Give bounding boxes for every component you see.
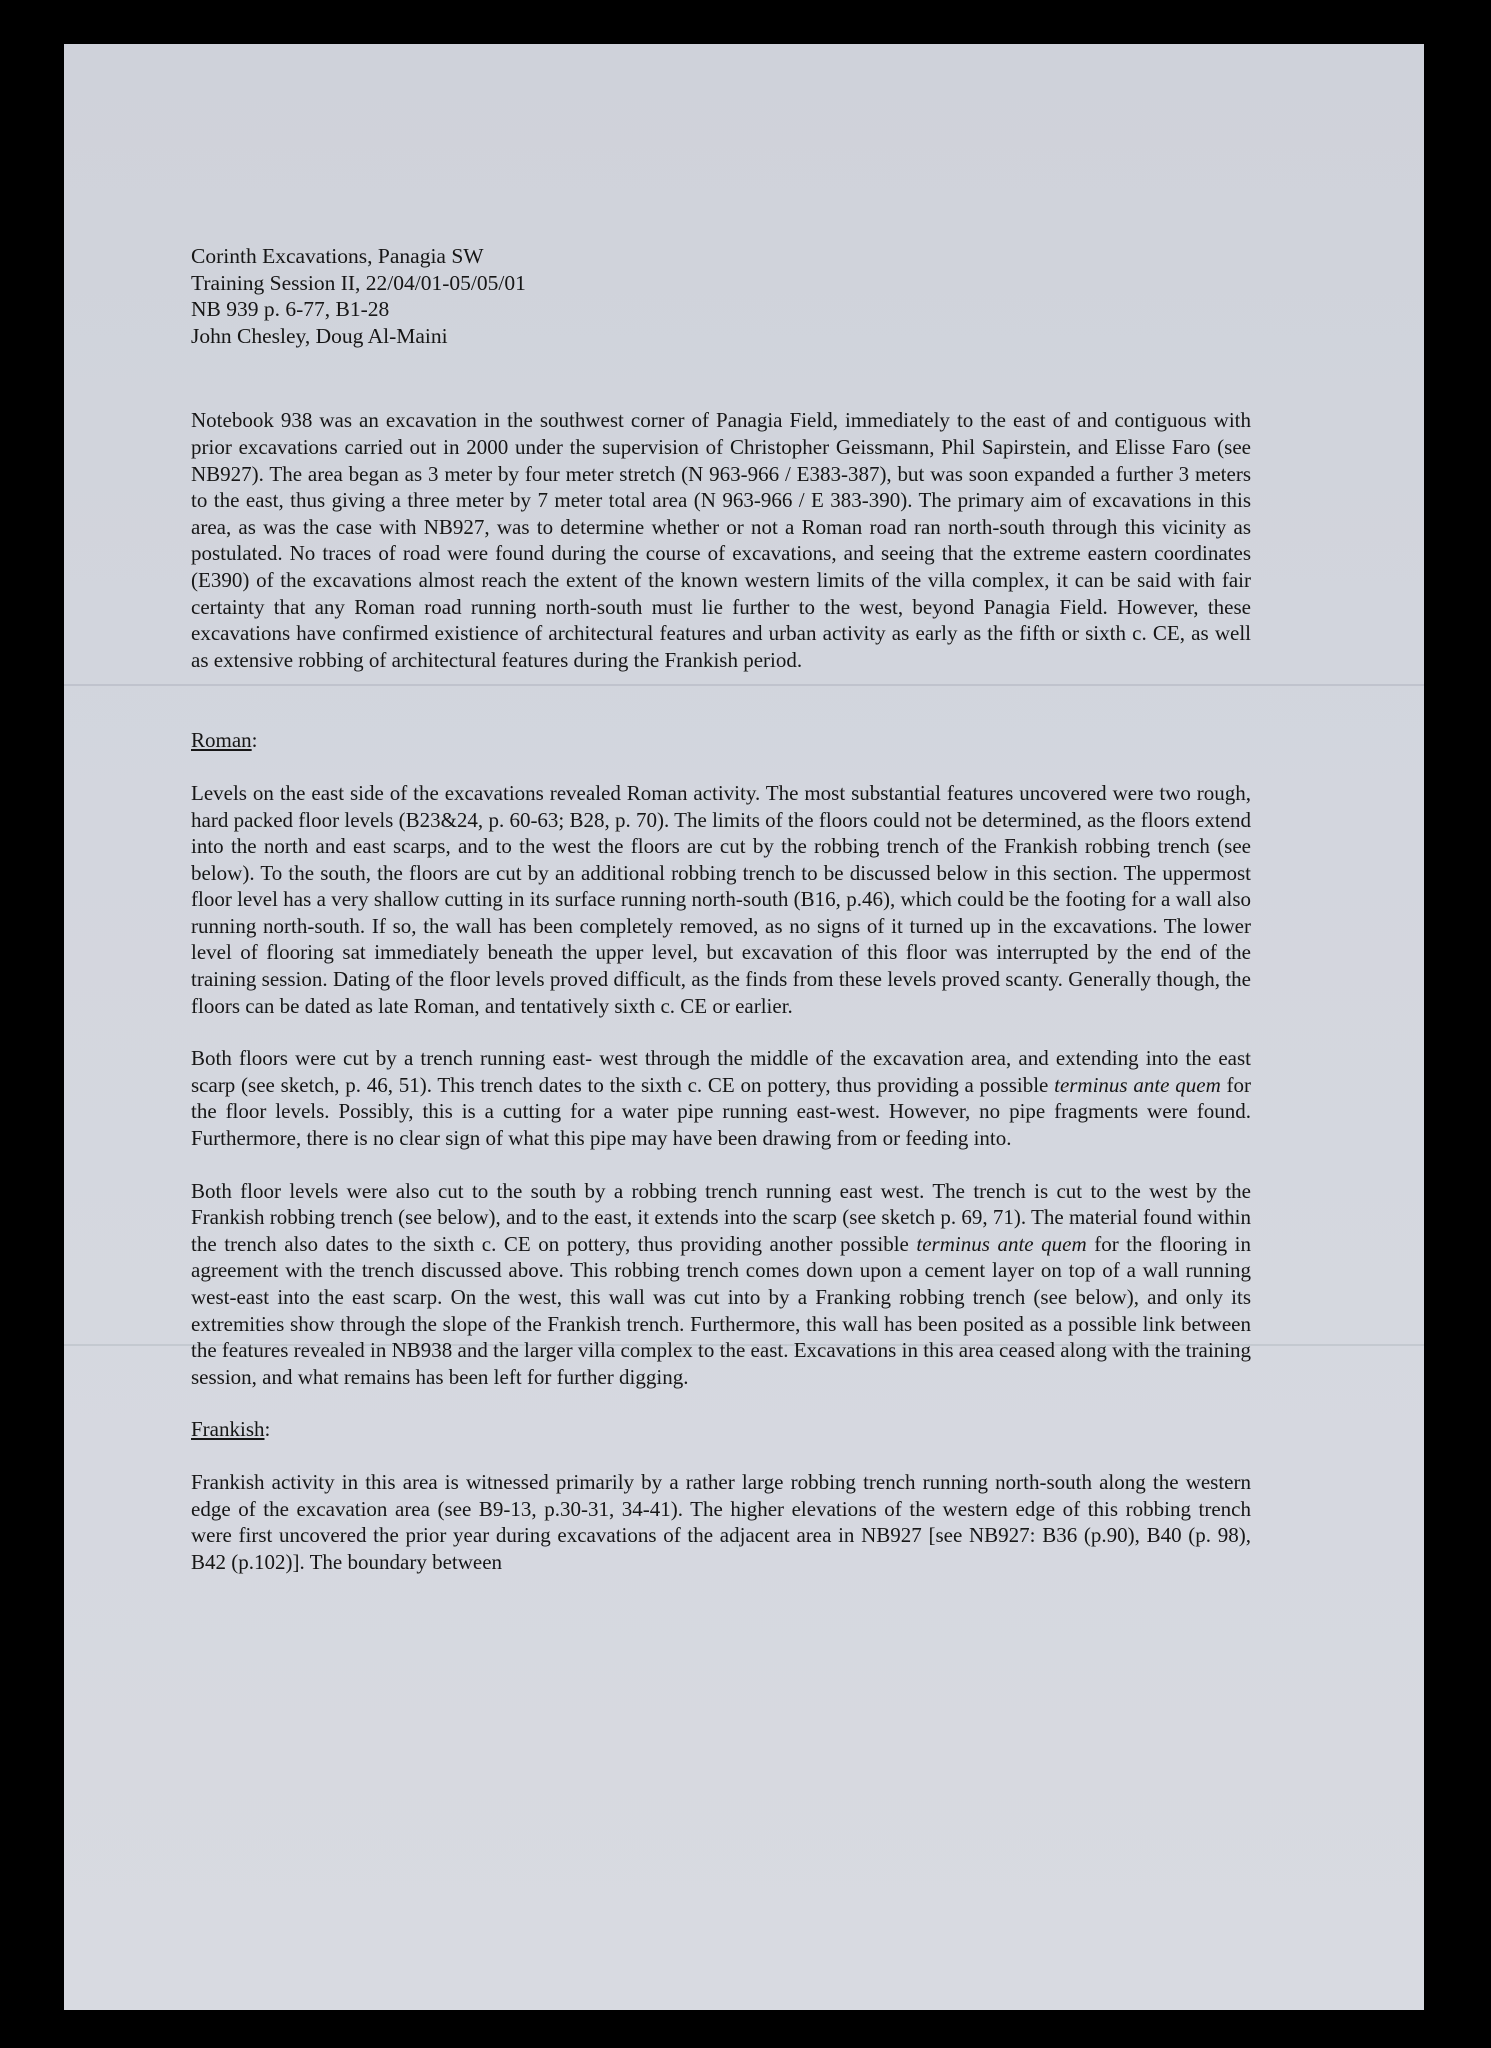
section-heading-roman-colon: : bbox=[251, 728, 258, 753]
document-body bbox=[191, 243, 1251, 1575]
header-line-site: Corinth Excavations, Panagia SW bbox=[191, 244, 484, 268]
section-heading-roman bbox=[191, 727, 1251, 754]
roman-paragraph-2-part-a: Both floors were cut by a trench running east- west through the middle of the excavation area, and extending into the east scarp (see sketch, p. 46, 51). This trench dates to the sixth c. CE on pottery, thus providing a possible bbox=[191, 1046, 1251, 1097]
header-line-notebook: NB 939 p. 6-77, B1-28 bbox=[191, 297, 390, 322]
intro-paragraph: Notebook 938 was an excavation in the southwest corner of Panagia Field, immediately to the east of and contiguous with prior excavations carried out in 2000 under the supervision of Christopher Geissmann, Phil Sapirstein, and Elisse Faro (see NB927). The area began as 3 meter by four meter stretch (N 963-966 / E383-387), but was soon expanded a further 3 meters to the east, thus giving a three meter by 7 meter total area (N 963-966 / E 383-390). The primary aim of excavations in this area, as was the case with NB927, was to determine whether or not a Roman road ran north-south through this vicinity as postulated. No traces of road were found during the course of excavations, and seeing that the extreme eastern coordinates (E390) of the excavations almost reach the extent of the known western limits of the villa complex, it can be said with fair certainty that any Roman road running north-south must lie further to the west, beyond Panagia Field. However, these excavations have confirmed existience of architectural features and urban activity as early as the fifth or sixth c. CE, as well as extensive robbing of architectural features during the Frankish period. bbox=[191, 408, 1251, 672]
roman-paragraph-1: Levels on the east side of the excavations revealed Roman activity. The most substantial features uncovered were two rough, hard packed floor levels (B23&24, p. 60-63; B28, p. 70). The limits of the floors could not be determined, as the floors extend into the north and east scarps, and to the west the floors are cut by the robbing trench of the Frankish robbing trench (see below). To the south, the floors are cut by an additional robbing trench to be discussed below in this section. The uppermost floor level has a very shallow cutting in its surface running north-south (B16, p.46), which could be the footing for a wall also running north-south. If so, the wall has been completely removed, as no signs of it turned up in the excavations. The lower level of flooring sat immediately beneath the upper level, but excavation of this floor was interrupted by the end of the training session. Dating of the floor levels proved difficult, as the finds from these levels proved scanty. Generally though, the floors can be dated as late Roman, and tentatively sixth c. CE or earlier. bbox=[191, 780, 1251, 1018]
roman-paragraph-3-part-b: for the flooring in agreement with the trench discussed above. This robbing trench comes down upon a cement layer on top of a wall running west-east into the east scarp. On the west, this wall was cut into by a Franking robbing trench (see below), and only its extremities show through the slope of the Frankish trench. Furthermore, this wall has been posited as a possible link between the features revealed in NB938 and the larger villa complex to the east. Excavations in this area ceased along with the training session, and what remains has been left for further digging. bbox=[191, 1231, 1251, 1389]
frankish-paragraph-1: Frankish activity in this area is witnessed primarily by a rather large robbing trench running north-south along the western edge of the excavation area (see B9-13, p.30-31, 34-41). The higher elevations of the western edge of this robbing trench were first uncovered the prior year during excavations of the adjacent area in NB927 [see NB927: B36 (p.90), B40 (p. 98), B42 (p.102)]. The boundary between bbox=[191, 1469, 1251, 1574]
section-heading-frankish-colon: : bbox=[264, 1417, 271, 1442]
roman-paragraph-3 bbox=[191, 1178, 1251, 1391]
document-header bbox=[191, 243, 1251, 349]
header-line-authors: John Chesley, Doug Al-Maini bbox=[191, 323, 448, 348]
section-heading-roman-text: Roman bbox=[191, 728, 252, 753]
section-heading-frankish-text: Frankish bbox=[191, 1417, 265, 1442]
section-heading-frankish bbox=[191, 1416, 1251, 1443]
roman-paragraph-3-part-a: Both floor levels were also cut to the south by a robbing trench running east west. The trench is cut to the west by the Frankish robbing trench (see below), and to the east, it extends into the scarp (see sketch p. 69, 71). The material found within the trench also dates to the sixth c. CE on pottery, thus providing another possible bbox=[191, 1178, 1251, 1256]
roman-paragraph-3-italic: terminus ante quem bbox=[916, 1231, 1087, 1256]
header-line-session: Training Session II, 22/04/01-05/05/01 bbox=[191, 270, 526, 295]
roman-paragraph-2 bbox=[191, 1045, 1251, 1151]
roman-paragraph-2-italic: terminus ante quem bbox=[1054, 1072, 1221, 1097]
roman-paragraph-2-part-b: for the floor levels. Possibly, this is a cutting for a water pipe running east-west. However, no pipe fragments were found. Furthermore, there is no clear sign of what this pipe may have been drawing from or feeding into. bbox=[191, 1072, 1251, 1151]
